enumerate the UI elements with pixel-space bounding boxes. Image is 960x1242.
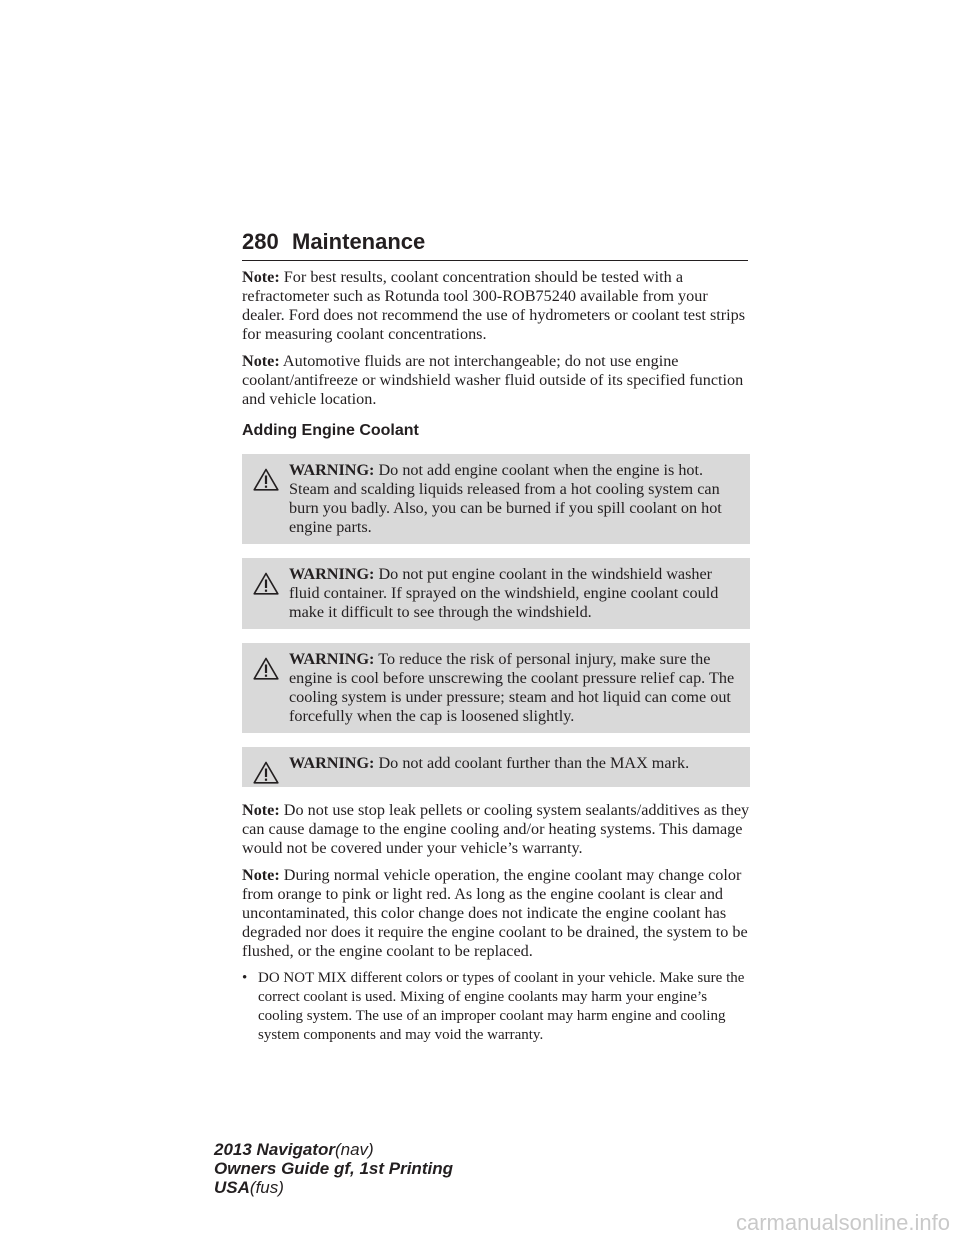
footer-model: 2013 Navigator <box>214 1140 335 1159</box>
note-text: During normal vehicle operation, the engine coolant may change color from orange to pink or light red. As long as the engine coolant is clear and uncontaminated, this color change does not indicate the engine coolant has degraded nor does it require the engine coolant to be drained, the system to be flushed, or the engine coolant to be replaced. <box>242 866 748 960</box>
section-title: Maintenance <box>292 229 426 254</box>
bullet-mark: • <box>242 970 248 986</box>
bullet-text: DO NOT MIX different colors or types of coolant in your vehicle. Make sure the correct coolant is used. Mixing of engine coolants may harm your engine’s cooling system. The use of an improper coolant may harm engine and cooling system components and may void the warranty. <box>258 970 745 1043</box>
warning-continued-text: Steam and scalding liquids released from a hot cooling system can burn you badly. Also, you can be burned if you spill coolant on hot engine parts. <box>289 480 722 536</box>
warning-triangle-icon <box>253 572 279 595</box>
warning-text: To reduce the risk of personal injury, make sure the <box>378 650 711 668</box>
subheading-adding-engine-coolant: Adding Engine Coolant <box>242 422 419 439</box>
note-text: For best results, coolant concentration should be tested with a refractometer such as Rotunda tool 300-ROB75240 available from your dealer. Ford does not recommend the use of hydrometers or coolant test strips for measuring coolant concentrations. <box>242 268 746 343</box>
note-label: Note: <box>242 268 280 286</box>
note-label: Note: <box>242 352 280 370</box>
warning-box-pressure-cap <box>242 643 750 733</box>
warning-triangle-icon <box>253 468 279 491</box>
warning-continued-text: engine is cool before unscrewing the coolant pressure relief cap. The cooling system is under pressure; steam and hot liquid can come out forcefully when the cap is loosened slightly. <box>289 669 735 725</box>
note-label: Note: <box>242 866 280 884</box>
warning-label: WARNING: <box>289 461 375 479</box>
note-label: Note: <box>242 801 280 819</box>
warning-first-line <box>246 461 738 537</box>
warning-box-max-mark <box>242 747 750 787</box>
bullet-list <box>242 969 750 1045</box>
warning-first-line <box>246 754 738 773</box>
page-number: 280 <box>242 229 279 254</box>
warning-label: WARNING: <box>289 565 375 583</box>
footer-line-model <box>214 1140 453 1159</box>
warning-triangle-icon <box>253 761 279 784</box>
warning-label: WARNING: <box>289 754 375 772</box>
warning-first-line <box>246 650 738 726</box>
footer-line-market <box>214 1178 453 1197</box>
warning-label: WARNING: <box>289 650 375 668</box>
footer-market: USA <box>214 1178 250 1197</box>
warning-first-line <box>246 565 738 622</box>
note-stop-leak <box>242 801 750 858</box>
warning-continued-text: fluid container. If sprayed on the windshield, engine coolant could make it difficult to see through the windshield. <box>289 584 719 621</box>
warning-box-hot-engine <box>242 454 750 544</box>
warning-text: Do not add engine coolant when the engine is hot. <box>378 461 704 479</box>
footer-market-code: (fus) <box>249 1178 284 1197</box>
note-refractometer <box>242 268 750 344</box>
warning-text: Do not put engine coolant in the windshield washer <box>378 565 713 583</box>
footer-model-code: (nav) <box>334 1140 374 1159</box>
warning-triangle-icon <box>253 657 279 680</box>
warning-text: Do not add coolant further than the MAX mark. <box>378 754 690 772</box>
page-content <box>242 268 750 1045</box>
note-text: Automotive fluids are not interchangeable; do not use engine coolant/antifreeze or windshield washer fluid outside of its specified function and vehicle location. <box>242 352 744 408</box>
page-header <box>242 228 748 261</box>
document-footer <box>214 1140 453 1197</box>
list-item <box>242 969 750 1045</box>
footer-line-guide: Owners Guide gf, 1st Printing <box>214 1159 453 1178</box>
note-color-change <box>242 866 750 961</box>
warning-box-washer-fluid <box>242 558 750 629</box>
note-text: Do not use stop leak pellets or cooling system sealants/additives as they can cause damage to the engine cooling and/or heating systems. This damage would not be covered under your vehicle’s warranty. <box>242 801 750 857</box>
watermark: carmanualsonline.info <box>735 1210 950 1235</box>
note-fluids <box>242 352 750 409</box>
